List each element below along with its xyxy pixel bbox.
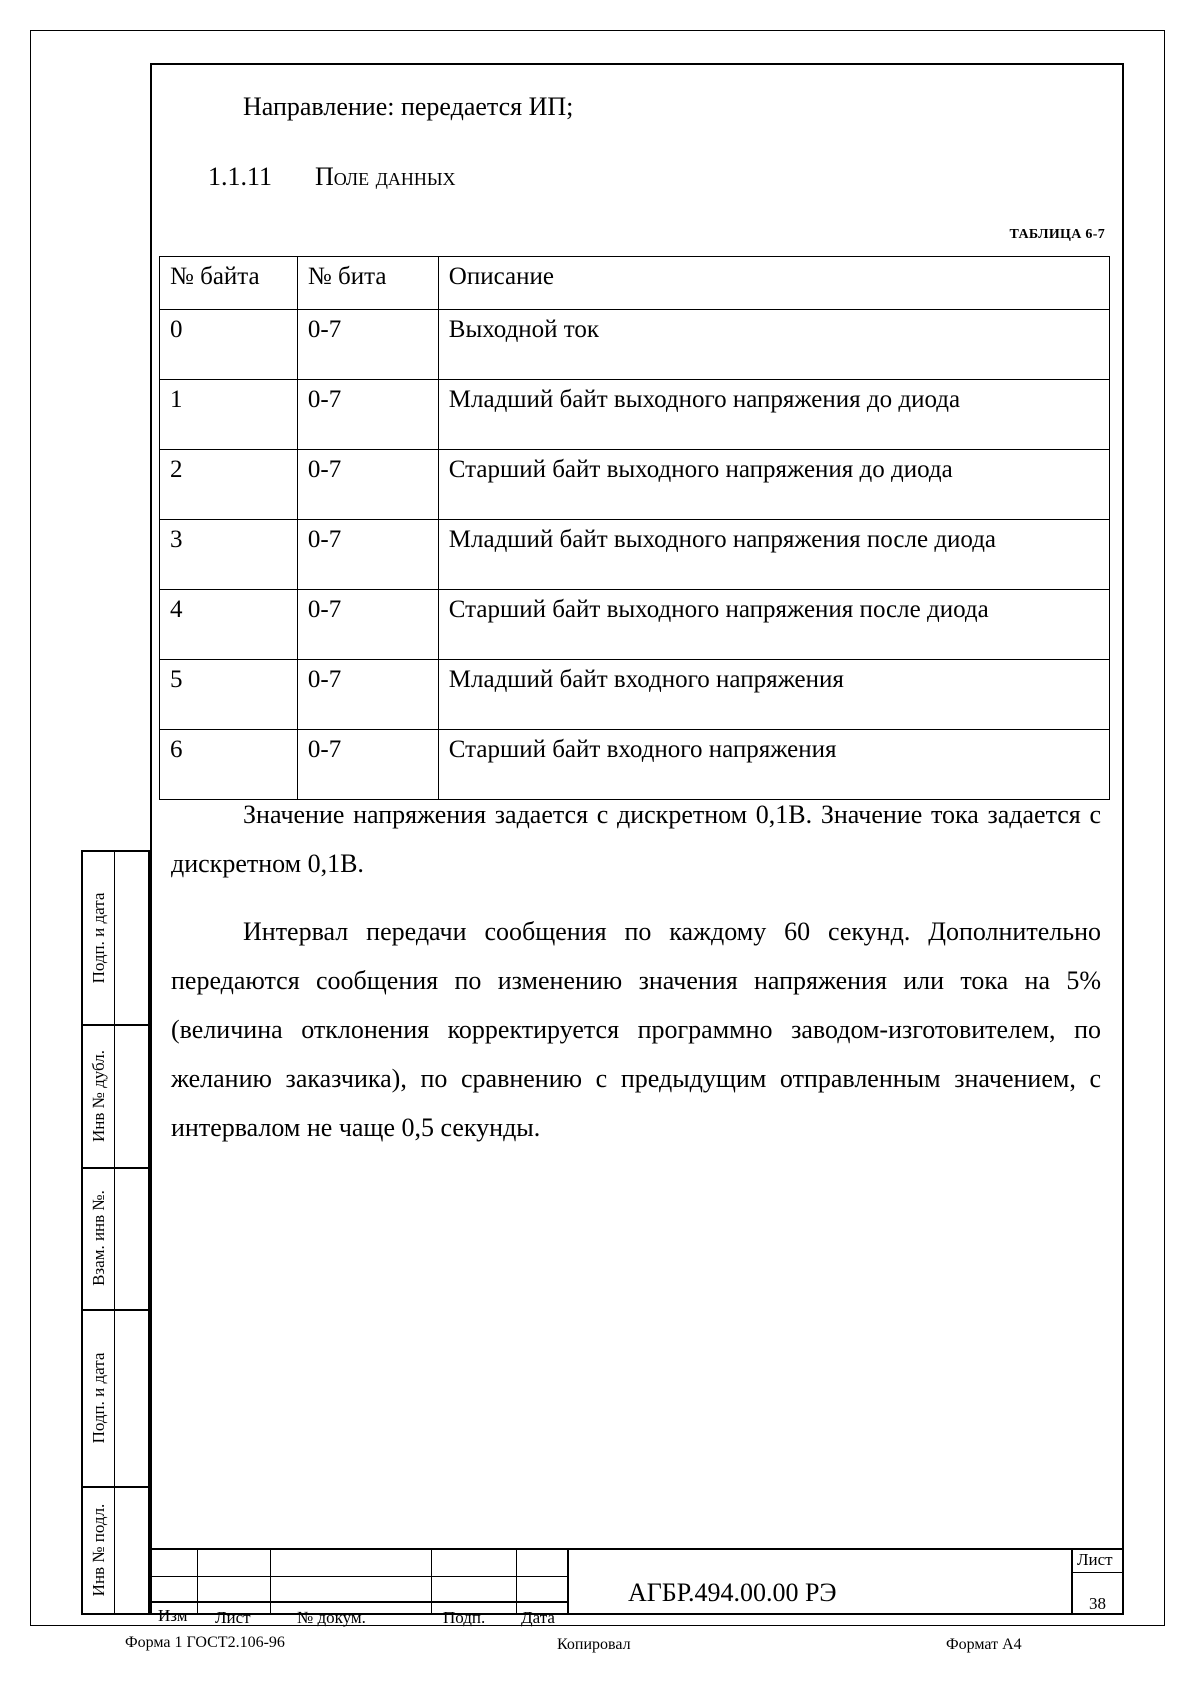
cell-byte: 2 xyxy=(160,450,298,520)
header-byte: № байта xyxy=(160,257,298,310)
cell-byte: 6 xyxy=(160,730,298,800)
header-bit: № бита xyxy=(297,257,438,310)
section-heading xyxy=(208,162,456,192)
table-caption: ТАБЛИЦА 6-7 xyxy=(1009,227,1105,242)
title-block-rule xyxy=(431,1548,432,1615)
side-stamp-label: Подп. и дата xyxy=(88,892,108,984)
cell-byte: 0 xyxy=(160,310,298,380)
cell-description: Выходной ток xyxy=(438,310,1109,380)
sheet-label: Лист xyxy=(1077,1550,1113,1569)
document-code: АГБР.494.00.00 РЭ xyxy=(628,1578,837,1607)
table-row xyxy=(160,730,1110,800)
title-block-rule xyxy=(150,1576,568,1577)
cell-bit: 0-7 xyxy=(297,450,438,520)
cell-bit: 0-7 xyxy=(297,310,438,380)
section-number: 1.1.11 xyxy=(208,162,273,191)
side-stamp-dup-inv xyxy=(81,1024,150,1169)
table-row xyxy=(160,310,1110,380)
side-stamp-label: Инв № подл. xyxy=(88,1503,108,1596)
title-block-rule xyxy=(150,1601,568,1603)
side-stamp-label: Инв № дубл. xyxy=(88,1049,108,1142)
sheet-number: 38 xyxy=(1089,1594,1106,1613)
cell-bit: 0-7 xyxy=(297,730,438,800)
cell-byte: 3 xyxy=(160,520,298,590)
cell-description: Старший байт выходного напряжения после диода xyxy=(438,590,1109,660)
cell-byte: 5 xyxy=(160,660,298,730)
section-title: Поле данных xyxy=(315,162,456,191)
col-label-date: Дата xyxy=(521,1608,555,1627)
header-description: Описание xyxy=(438,257,1109,310)
cell-description: Младший байт выходного напряжения до диода xyxy=(438,380,1109,450)
title-block-rule xyxy=(1071,1548,1073,1615)
table-header-row xyxy=(160,257,1110,310)
paragraph-text: Значение напряжения задается с дискретном 0,1В. Значение тока задается с дискретном 0,1В. xyxy=(171,800,1101,878)
paragraph-text: Интервал передачи сообщения по каждому 60 секунд. Дополнительно передаются сообщения по изменению значения напряжения или тока на 5% (величина отклонения корректируется программно заводом-изготовителем, по желанию заказчика), по сравнению с предыдущим отправленным значением, с интервалом не чаще 0,5 секунды. xyxy=(171,917,1101,1142)
col-label-doc-number: № докум. xyxy=(297,1608,366,1627)
footer-form: Форма 1 ГОСТ2.106-96 xyxy=(125,1634,285,1651)
cell-description: Младший байт входного напряжения xyxy=(438,660,1109,730)
title-block-rule xyxy=(270,1548,271,1615)
side-stamp-label: Подп. и дата xyxy=(88,1352,108,1443)
title-block-rule xyxy=(567,1548,569,1615)
paragraph-discreteness xyxy=(171,790,1101,888)
table-row xyxy=(160,590,1110,660)
table-row xyxy=(160,660,1110,730)
col-label-change: Изм xyxy=(158,1606,188,1625)
title-block-rule xyxy=(197,1548,198,1615)
side-stamp-replace-inv xyxy=(81,1167,150,1311)
col-label-signature: Подп. xyxy=(443,1608,486,1627)
table-row xyxy=(160,380,1110,450)
table-row xyxy=(160,520,1110,590)
col-label-sheet: Лист xyxy=(215,1608,251,1627)
title-block-rule xyxy=(516,1548,517,1615)
cell-description: Старший байт входного напряжения xyxy=(438,730,1109,800)
paragraph-interval xyxy=(171,907,1101,1152)
side-stamp-sign-date xyxy=(81,850,150,1026)
cell-bit: 0-7 xyxy=(297,660,438,730)
intro-text: Направление: передается ИП; xyxy=(243,92,574,121)
title-block-rule xyxy=(1071,1572,1123,1573)
footer-format: Формат А4 xyxy=(946,1636,1022,1653)
cell-description: Младший байт выходного напряжения после диода xyxy=(438,520,1109,590)
cell-byte: 4 xyxy=(160,590,298,660)
side-stamp-label: Взам. инв №. xyxy=(88,1190,108,1286)
cell-bit: 0-7 xyxy=(297,520,438,590)
data-table xyxy=(159,256,1110,800)
cell-description: Старший байт выходного напряжения до диода xyxy=(438,450,1109,520)
cell-byte: 1 xyxy=(160,380,298,450)
cell-bit: 0-7 xyxy=(297,590,438,660)
side-stamp-orig-inv xyxy=(81,1486,150,1615)
cell-bit: 0-7 xyxy=(297,380,438,450)
table-row xyxy=(160,450,1110,520)
footer-copied: Копировал xyxy=(557,1636,631,1653)
side-stamp-sign-date-2 xyxy=(81,1309,150,1488)
